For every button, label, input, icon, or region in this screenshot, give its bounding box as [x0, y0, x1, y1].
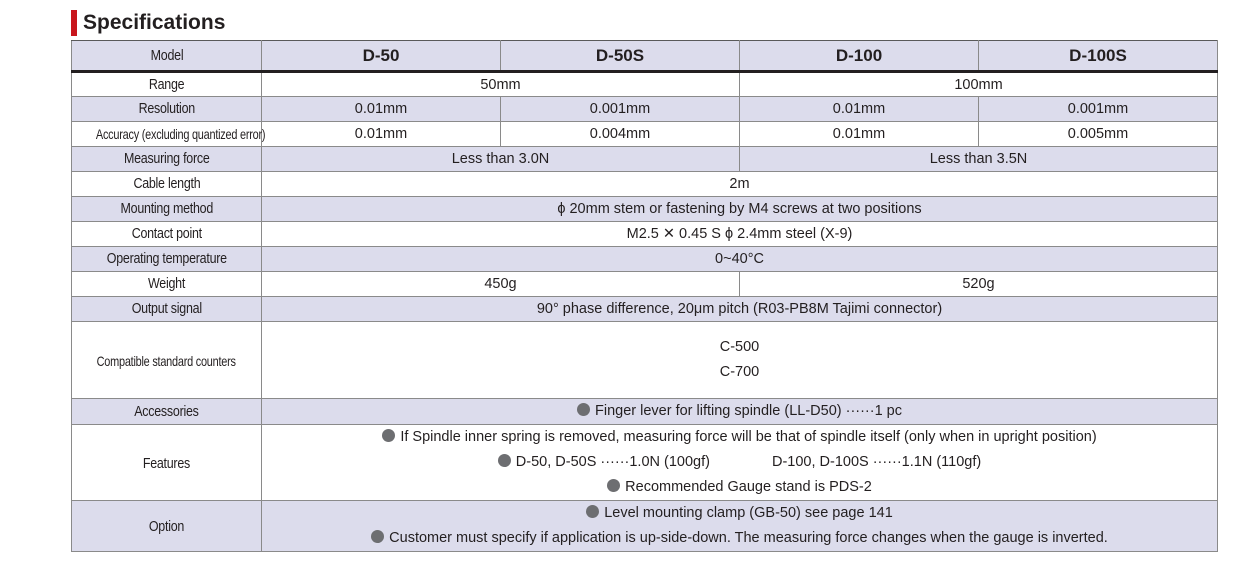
value-accessories [262, 399, 1218, 425]
label-operating-temperature: Operating temperature [72, 247, 262, 272]
value-range-d50: 50mm [262, 72, 740, 97]
bullet-icon [498, 454, 511, 467]
row-model [72, 41, 1218, 72]
value-weight-d100: 520g [740, 272, 1218, 297]
row-option [72, 501, 1218, 552]
row-contact-point [72, 222, 1218, 247]
option-item: Level mounting clamp (GB-50) see page 141 [262, 501, 1217, 526]
label-measuring-force: Measuring force [72, 147, 262, 172]
specifications-heading [71, 9, 225, 37]
value-contact-point: M2.5 ✕ 0.45 S ϕ 2.4mm steel (X-9) [262, 222, 1218, 247]
label-range: Range [72, 72, 262, 97]
bullet-icon [577, 403, 590, 416]
row-accuracy [72, 122, 1218, 147]
label-weight: Weight [72, 272, 262, 297]
row-output-signal [72, 297, 1218, 322]
row-compatible-counters [72, 322, 1218, 399]
row-features [72, 425, 1218, 501]
specifications-table [71, 40, 1218, 552]
label-mounting-method: Mounting method [72, 197, 262, 222]
feature-item: Recommended Gauge stand is PDS-2 [262, 475, 1217, 500]
label-accuracy: Accuracy (excluding quantized error) [72, 122, 262, 147]
row-weight [72, 272, 1218, 297]
value-operating-temperature: 0~40°C [262, 247, 1218, 272]
value-force-d100: Less than 3.5N [740, 147, 1218, 172]
value-resolution-d100: 0.01mm [740, 97, 979, 122]
value-features [262, 425, 1218, 501]
counter-c500: C-500 [719, 339, 760, 355]
label-contact-point: Contact point [72, 222, 262, 247]
label-compatible-counters: Compatible standard counters [72, 322, 262, 399]
value-accuracy-d50: 0.01mm [262, 122, 501, 147]
bullet-icon [371, 530, 384, 543]
value-cable-length: 2m [262, 172, 1218, 197]
model-d50: D-50 [262, 41, 501, 72]
bullet-icon [586, 505, 599, 518]
bullet-icon [382, 429, 395, 442]
feature-item: D-50, D-50S ······1.0N (100gf) D-100, D-100S ······1.1N (110gf) [262, 450, 1217, 475]
row-measuring-force [72, 147, 1218, 172]
value-range-d100: 100mm [740, 72, 1218, 97]
label-resolution: Resolution [72, 97, 262, 122]
row-cable-length [72, 172, 1218, 197]
value-accuracy-d100s: 0.005mm [979, 122, 1218, 147]
model-d100s: D-100S [979, 41, 1218, 72]
option-item: Customer must specify if application is up-side-down. The measuring force changes when the gauge is inverted. [262, 526, 1217, 551]
accessory-item: Finger lever for lifting spindle (LL-D50) ······1 pc [262, 399, 1217, 424]
value-force-d50: Less than 3.0N [262, 147, 740, 172]
label-accessories: Accessories [72, 399, 262, 425]
value-mounting-method: ϕ 20mm stem or fastening by M4 screws at two positions [262, 197, 1218, 222]
row-operating-temperature [72, 247, 1218, 272]
value-weight-d50: 450g [262, 272, 740, 297]
row-resolution [72, 97, 1218, 122]
feature-item: If Spindle inner spring is removed, measuring force will be that of spindle itself (only when in upright position) [262, 425, 1217, 450]
value-option [262, 501, 1218, 552]
row-mounting-method [72, 197, 1218, 222]
value-accuracy-d100: 0.01mm [740, 122, 979, 147]
label-features: Features [72, 425, 262, 501]
value-resolution-d50: 0.01mm [262, 97, 501, 122]
label-option: Option [72, 501, 262, 552]
value-accuracy-d50s: 0.004mm [501, 122, 740, 147]
model-d100: D-100 [740, 41, 979, 72]
heading-accent-bar [71, 10, 77, 36]
value-output-signal: 90° phase difference, 20μm pitch (R03-PB8M Tajimi connector) [262, 297, 1218, 322]
bullet-icon [607, 479, 620, 492]
label-cable-length: Cable length [72, 172, 262, 197]
row-range [72, 72, 1218, 97]
value-resolution-d50s: 0.001mm [501, 97, 740, 122]
value-resolution-d100s: 0.001mm [979, 97, 1218, 122]
value-compatible-counters [262, 322, 1218, 399]
label-model: Model [72, 41, 262, 72]
label-output-signal: Output signal [72, 297, 262, 322]
model-d50s: D-50S [501, 41, 740, 72]
counter-c700: C-700 [719, 364, 760, 380]
heading-text: Specifications [83, 11, 226, 34]
row-accessories [72, 399, 1218, 425]
